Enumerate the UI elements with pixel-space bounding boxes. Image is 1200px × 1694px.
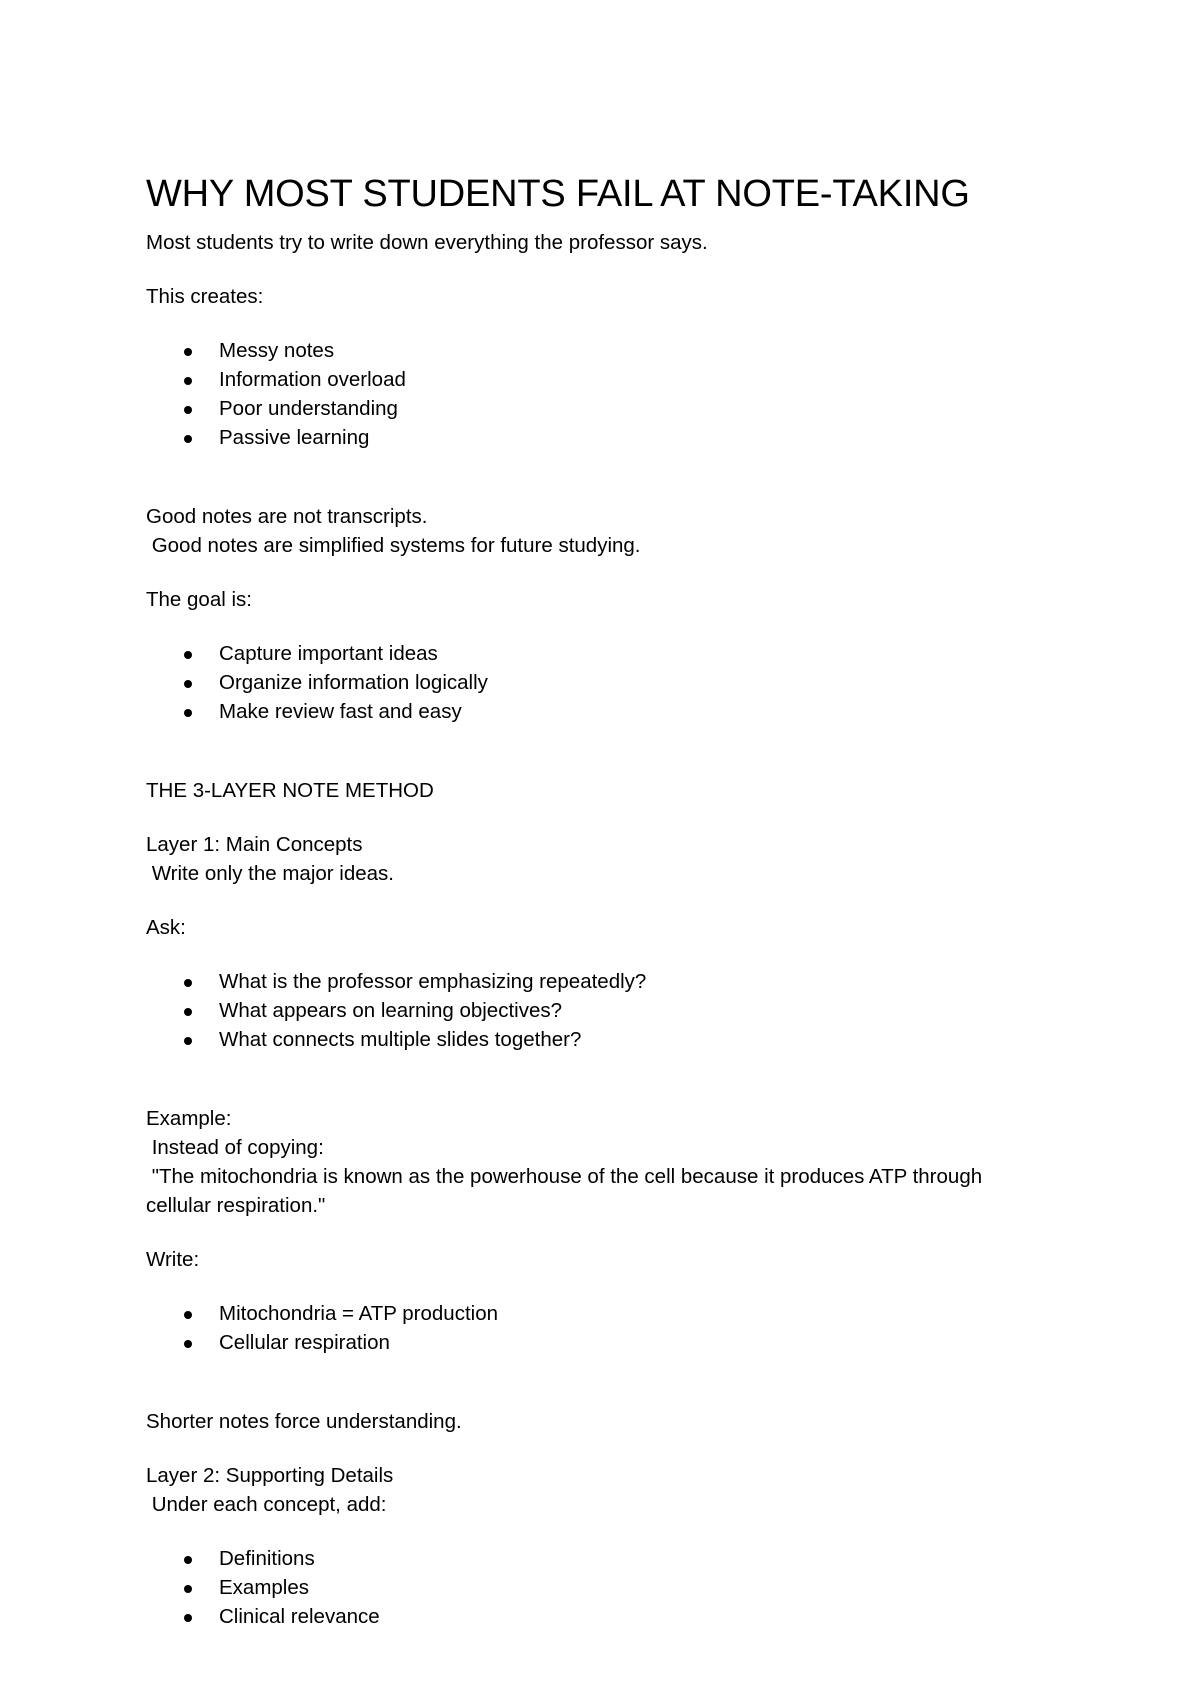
list-item: Organize information logically bbox=[146, 668, 1086, 697]
good-notes-line-2: Good notes are simplified systems for future studying. bbox=[146, 534, 641, 557]
bullet-icon bbox=[184, 1585, 192, 1593]
bullet-icon bbox=[184, 1556, 192, 1564]
list-item: Clinical relevance bbox=[146, 1602, 1086, 1631]
document-title: WHY MOST STUDENTS FAIL AT NOTE-TAKING bbox=[146, 173, 970, 215]
bullet-icon bbox=[184, 377, 192, 385]
ask-list bbox=[146, 967, 1086, 1054]
list-item: Passive learning bbox=[146, 423, 1086, 452]
layer1-text: Write only the major ideas. bbox=[146, 862, 395, 885]
bullet-icon bbox=[184, 680, 192, 688]
bullet-icon bbox=[184, 1008, 192, 1016]
example-instead: Instead of copying: bbox=[146, 1136, 324, 1159]
goal-label: The goal is: bbox=[146, 588, 252, 611]
bullet-icon bbox=[184, 1614, 192, 1622]
write-list bbox=[146, 1299, 1086, 1357]
list-item: Messy notes bbox=[146, 336, 1086, 365]
ask-label: Ask: bbox=[146, 916, 186, 939]
list-item: Poor understanding bbox=[146, 394, 1086, 423]
bullet-icon bbox=[184, 1311, 192, 1319]
bullet-icon bbox=[184, 651, 192, 659]
layer1-heading: Layer 1: Main Concepts bbox=[146, 833, 363, 856]
list-item: Definitions bbox=[146, 1544, 1086, 1573]
list-item: Make review fast and easy bbox=[146, 697, 1086, 726]
list-item: Capture important ideas bbox=[146, 639, 1086, 668]
layer2-text: Under each concept, add: bbox=[146, 1493, 387, 1516]
list-item: What appears on learning objectives? bbox=[146, 996, 1086, 1025]
bullet-icon bbox=[184, 979, 192, 987]
bullet-icon bbox=[184, 709, 192, 717]
creates-list bbox=[146, 336, 1086, 452]
bullet-icon bbox=[184, 1340, 192, 1348]
list-item: Examples bbox=[146, 1573, 1086, 1602]
intro-paragraph: Most students try to write down everything the professor says. bbox=[146, 231, 708, 254]
layer2-list bbox=[146, 1544, 1086, 1631]
example-quote-line-1: "The mitochondria is known as the powerhouse of the cell because it produces ATP through bbox=[146, 1165, 983, 1188]
layer2-heading: Layer 2: Supporting Details bbox=[146, 1464, 394, 1487]
list-item: Cellular respiration bbox=[146, 1328, 1086, 1357]
bullet-icon bbox=[184, 435, 192, 443]
creates-label: This creates: bbox=[146, 285, 264, 308]
example-label: Example: bbox=[146, 1107, 232, 1130]
list-item: Mitochondria = ATP production bbox=[146, 1299, 1086, 1328]
list-item: Information overload bbox=[146, 365, 1086, 394]
list-item: What connects multiple slides together? bbox=[146, 1025, 1086, 1054]
goal-list bbox=[146, 639, 1086, 726]
good-notes-line-1: Good notes are not transcripts. bbox=[146, 505, 428, 528]
bullet-icon bbox=[184, 348, 192, 356]
write-label: Write: bbox=[146, 1248, 200, 1271]
shorter-notes-paragraph: Shorter notes force understanding. bbox=[146, 1410, 462, 1433]
list-item: What is the professor emphasizing repeatedly? bbox=[146, 967, 1086, 996]
bullet-icon bbox=[184, 406, 192, 414]
example-quote-line-2: cellular respiration." bbox=[146, 1194, 326, 1217]
method-heading: THE 3-LAYER NOTE METHOD bbox=[146, 779, 434, 802]
bullet-icon bbox=[184, 1037, 192, 1045]
